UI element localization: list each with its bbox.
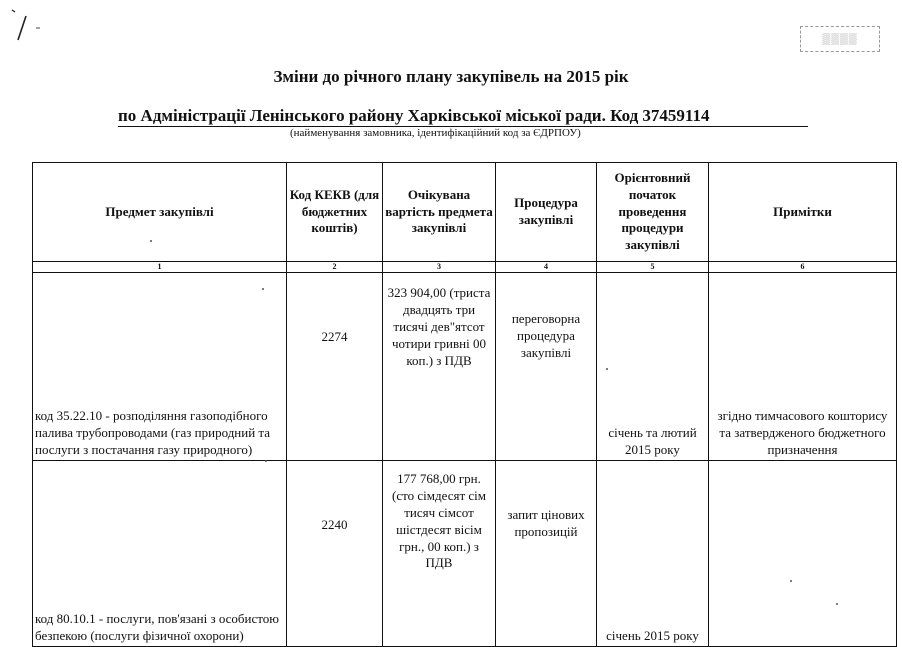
table-row [33,461,897,647]
column-number: 2 [287,262,383,273]
column-header-start: Орієнтовний початок проведення процедури закупівлі [597,163,709,262]
column-number: 6 [709,262,897,273]
scan-speck [262,288,264,290]
scan-speck [265,460,267,462]
column-header-subject: Предмет закупівлі [33,163,287,262]
cell-start: січень 2015 року [597,461,709,647]
column-number: 1 [33,262,287,273]
column-header-cost: Очікувана вартість предмета закупівлі [383,163,496,262]
column-number: 3 [383,262,496,273]
scan-speck [150,240,152,242]
scan-speck [790,580,792,582]
column-number: 4 [496,262,597,273]
cell-cost: 177 768,00 грн. (сто сімдесят сім тисяч сімсот шістдесят вісім грн., 00 коп.) з ПДВ [383,461,496,647]
cell-procedure: запит цінових пропозицій [496,461,597,647]
table-row [33,273,897,461]
document-title: Зміни до річного плану закупівель на 2015 рік [273,67,629,86]
cell-kekv: 2274 [287,273,383,461]
column-header-procedure: Процедура закупівлі [496,163,597,262]
stamp-mark: ▒▒▒▒ [800,26,880,52]
cell-cost: 323 904,00 (триста двадцять три тисячі дев"ятсот чотири гривні 00 коп.) з ПДВ [383,273,496,461]
cell-subject: код 35.22.10 - розподіляння газоподібного палива трубопроводами (газ природний та послуги з постачання газу природного) [33,273,287,461]
procurement-table [32,162,897,647]
cell-start: січень та лютий 2015 року [597,273,709,461]
column-header-notes: Примітки [709,163,897,262]
pen-mark-icon [8,6,48,51]
scan-speck [836,603,838,605]
cell-notes [709,461,897,647]
customer-line: по Адміністрації Ленінського району Харківської міської ради. Код 37459114 [118,106,710,125]
column-number-row [33,262,897,273]
column-number: 5 [597,262,709,273]
column-header-kekv: Код КЕКВ (для бюджетних коштів) [287,163,383,262]
customer-caption: (найменування замовника, ідентифікаційний код за ЄДРПОУ) [290,127,581,139]
cell-subject: код 80.10.1 - послуги, пов'язані з особистою безпекою (послуги фізичної охорони) [33,461,287,647]
cell-procedure: переговорна процедура закупівлі [496,273,597,461]
cell-notes: згідно тимчасового кошторису та затвердженого бюджетного призначення [709,273,897,461]
scan-speck [606,368,608,370]
table-header-row [33,163,897,262]
cell-kekv: 2240 [287,461,383,647]
